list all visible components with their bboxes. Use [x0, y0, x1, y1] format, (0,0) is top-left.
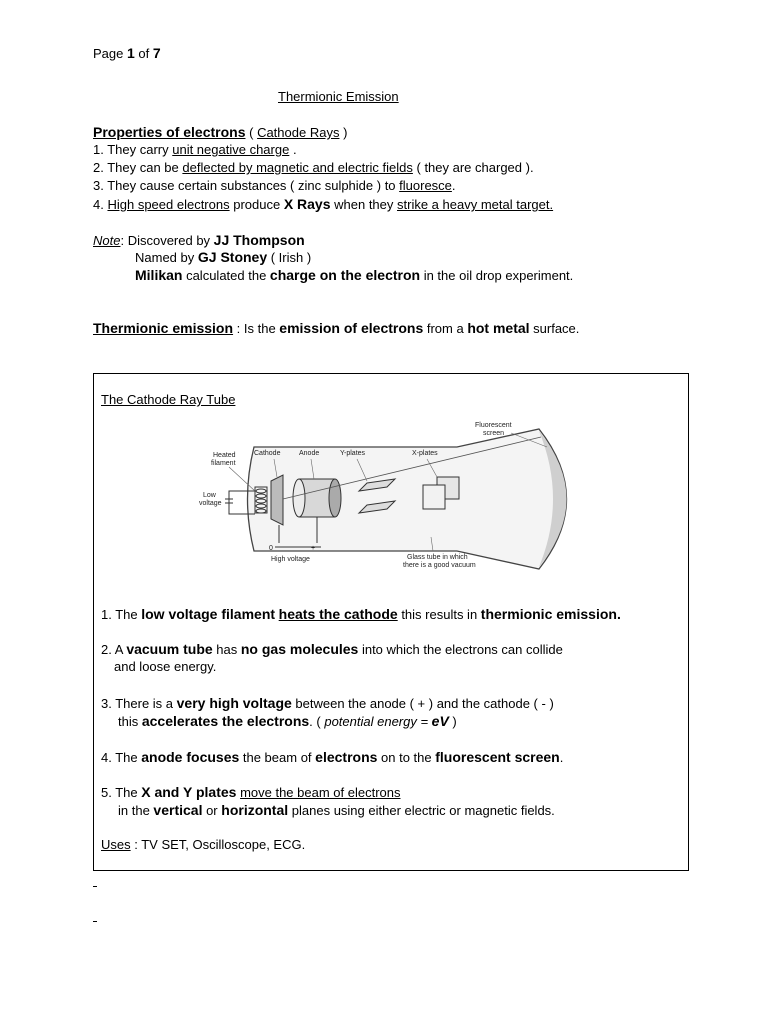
note-line-1: Note: Discovered by JJ Thompson [93, 232, 305, 248]
cathode-ray-tube-diagram [199, 419, 584, 579]
box-point-5: 5. The X and Y plates move the beam of electrons [101, 784, 401, 800]
box-point-5-cont: in the vertical or horizontal planes using either electric or magnetic fields. [118, 802, 555, 818]
label-fluorescent: Fluorescent [475, 422, 512, 429]
label-voltage: voltage [199, 500, 222, 507]
cathode-shape [271, 475, 283, 525]
box-point-1: 1. The low voltage filament heats the cathode this results in thermionic emission. [101, 606, 621, 622]
property-1: 1. They carry unit negative charge . [93, 142, 297, 157]
box-point-2: 2. A vacuum tube has no gas molecules into which the electrons can collide [101, 641, 563, 657]
x-plate-front [423, 485, 445, 509]
cathode-ray-tube-box [93, 373, 689, 871]
page-number: Page 1 of 7 [93, 45, 161, 61]
property-3: 3. They cause certain substances ( zinc sulphide ) to fluoresce. [93, 178, 456, 193]
label-filament: filament [211, 460, 236, 467]
label-glass-2: there is a good vacuum [403, 562, 476, 569]
label-heated: Heated [213, 452, 236, 459]
box-uses: Uses : TV SET, Oscilloscope, ECG. [101, 837, 306, 852]
label-glass-1: Glass tube in which [407, 554, 468, 561]
box-title: The Cathode Ray Tube [101, 392, 236, 407]
label-cathode: Cathode [254, 450, 281, 457]
box-point-2-cont: and loose energy. [114, 659, 217, 674]
definition: Thermionic emission : Is the emission of electrons from a hot metal surface. [93, 320, 580, 336]
empty-line-mark [93, 921, 97, 922]
label-low: Low [203, 492, 216, 499]
label-zero: 0 [269, 545, 273, 552]
empty-line-mark [93, 886, 97, 887]
property-2: 2. They can be deflected by magnetic and electric fields ( they are charged ). [93, 160, 534, 175]
box-point-4: 4. The anode focuses the beam of electrons on to the fluorescent screen. [101, 749, 564, 765]
page-title: Thermionic Emission [278, 89, 399, 104]
note-line-2: Named by GJ Stoney ( Irish ) [135, 249, 312, 265]
property-4: 4. High speed electrons produce X Rays when they strike a heavy metal target. [93, 196, 554, 212]
label-y-plates: Y-plates [340, 450, 366, 457]
box-point-3: 3. There is a very high voltage between the anode ( + ) and the cathode ( - ) [101, 695, 554, 711]
box-point-3-cont: this accelerates the electrons. ( potential energy = eV ) [118, 713, 457, 729]
anode-cylinder [293, 479, 341, 517]
label-plus: + [311, 545, 316, 552]
label-x-plates: X-plates [412, 450, 438, 457]
note-line-3: Milikan calculated the charge on the electron in the oil drop experiment. [135, 267, 574, 283]
label-anode: Anode [299, 450, 320, 457]
label-high-voltage: High voltage [271, 556, 310, 563]
label-screen: screen [483, 430, 505, 437]
properties-heading: Properties of electrons ( Cathode Rays ) [93, 124, 348, 140]
